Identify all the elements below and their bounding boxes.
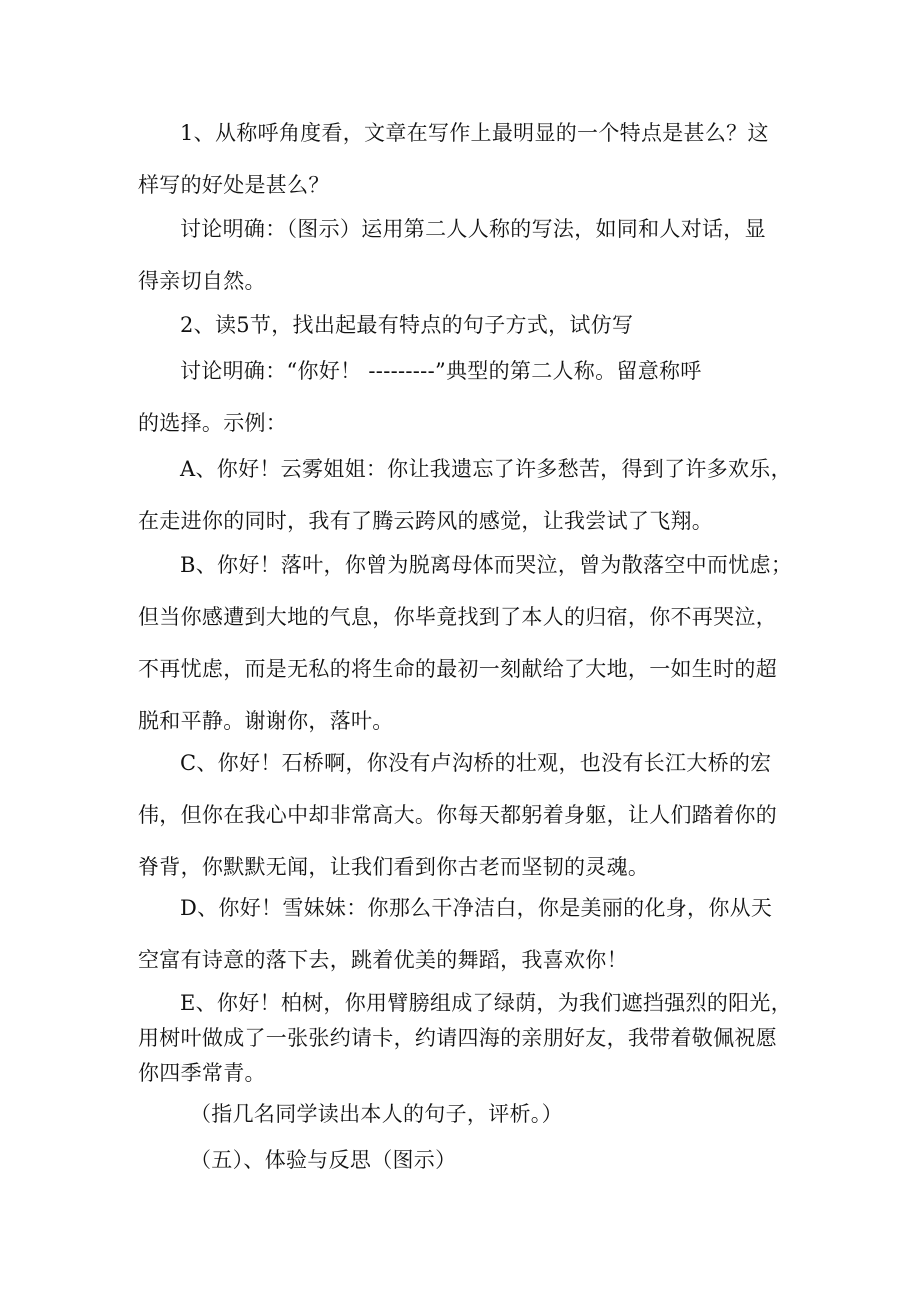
example-d-line-1: D、你好！雪妹妹：你那么干净洁白，你是美丽的化身，你从天 xyxy=(180,896,773,920)
example-b xyxy=(138,539,793,747)
example-d xyxy=(138,882,788,986)
answer-1 xyxy=(138,203,788,307)
instruction xyxy=(138,1088,788,1140)
example-a-line-2: 在走进你的同时，我有了腾云跨风的感觉，让我尝试了飞翔。 xyxy=(138,509,714,533)
example-a-line-1: A、你好！云雾姐姐：你让我遗忘了许多愁苦，得到了许多欢乐， xyxy=(180,457,792,481)
example-c-line-2: 伟，但你在我心中却非常高大。你每天都躬着身躯，让人们踏着你的 xyxy=(138,803,777,827)
example-c xyxy=(138,737,788,893)
example-e-line-1: E、你好！柏树，你用臂膀组成了绿荫，为我们遮挡强烈的阳光， xyxy=(180,991,793,1015)
example-b-line-4: 脱和平静。谢谢你，落叶。 xyxy=(138,709,394,733)
answer-1-line-1: 讨论明确：（图示）运用第二人人称的写法，如同和人对话，显 xyxy=(180,217,766,241)
answer-2-line-1: 讨论明确：“你好！ ---------”典型的第二人称。留意称呼 xyxy=(180,359,702,383)
question-1-line-2: 样写的好处是甚么？ xyxy=(138,173,330,197)
answer-1-line-2: 得亲切自然。 xyxy=(138,269,266,293)
example-b-line-1: B、你好！落叶，你曾为脱离母体而哭泣，曾为散落空中而忧虑； xyxy=(180,553,793,577)
example-e-line-2: 用树叶做成了一张张约请卡，约请四海的亲朋好友，我带着敬佩祝愿 xyxy=(138,1026,777,1050)
example-c-line-1: C、你好！石桥啊，你没有卢沟桥的壮观，也没有长江大桥的宏 xyxy=(180,751,772,775)
section-5-heading-line: （五）、体验与反思（图示） xyxy=(190,1148,457,1172)
example-e-line-3: 你四季常青。 xyxy=(138,1061,266,1085)
example-a xyxy=(138,443,792,547)
question-1-line-1: 1、从称呼角度看，文章在写作上最明显的一个特点是甚么？这 xyxy=(180,121,769,145)
example-b-line-3: 不再忧虑，而是无私的将生命的最初一刻献给了大地，一如生时的超 xyxy=(138,657,777,681)
answer-2-line-2: 的选择。示例： xyxy=(138,411,288,435)
instruction-line: （指几名同学读出本人的句子，评析。） xyxy=(190,1102,563,1126)
example-b-line-2: 但当你感遭到大地的气息，你毕竟找到了本人的归宿，你不再哭泣， xyxy=(138,605,777,629)
answer-2 xyxy=(138,345,788,449)
question-1 xyxy=(138,107,788,211)
section-5-heading xyxy=(138,1134,788,1186)
example-d-line-2: 空富有诗意的落下去，跳着优美的舞蹈，我喜欢你！ xyxy=(138,948,628,972)
example-e xyxy=(138,986,793,1091)
example-c-line-3: 脊背，你默默无闻，让我们看到你古老而坚韧的灵魂。 xyxy=(138,855,650,879)
question-2-line-1: 2、读5节，找出起最有特点的句子方式，试仿写 xyxy=(180,313,634,337)
question-2 xyxy=(138,299,788,351)
